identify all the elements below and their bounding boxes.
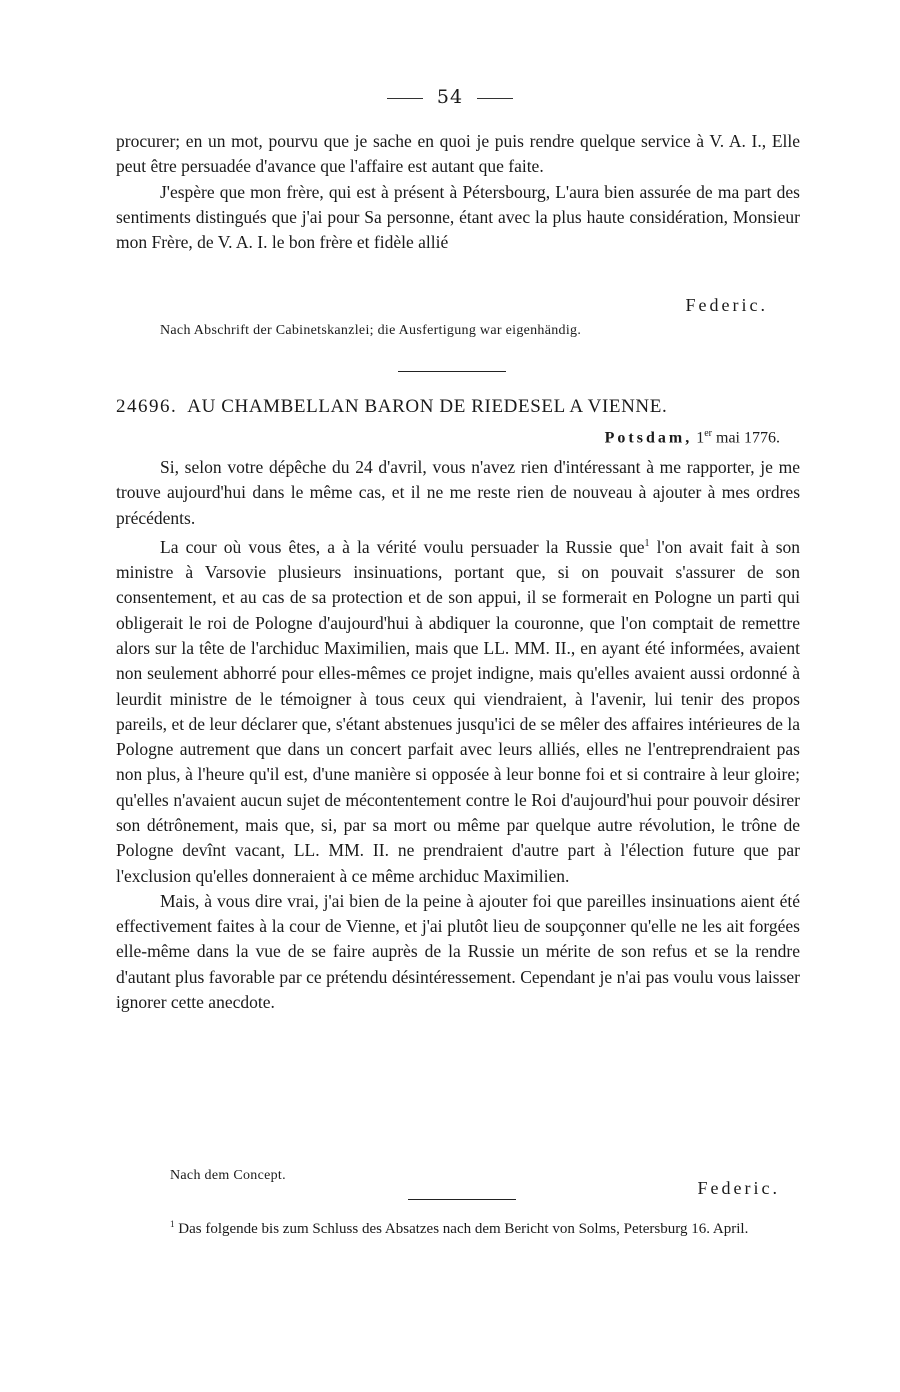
- letter-date-rest: mai 1776.: [716, 429, 780, 447]
- letter-title: AU CHAMBELLAN BARON DE RIEDESEL A VIENNE.: [187, 396, 668, 417]
- letter-paragraph-1: Si, selon votre dépêche du 24 d'avril, vous n'avez rien d'intéressant à me rapporter, je me trouve aujourd'hui dans le même cas, et il ne me reste rien de nouveau à ajouter à mes ordres précédents.: [116, 457, 800, 528]
- letter-paragraph-2-start: La cour où vous êtes, a à la vérité voulu persuader la Russie que: [160, 536, 645, 557]
- footnote-paragraph: [124, 1214, 804, 1239]
- page-number-dash-right: [477, 98, 513, 99]
- letter-signature: Federic.: [697, 1178, 780, 1198]
- footnote-text: Das folgende bis zum Schluss des Absatzes nach dem Bericht von Solms, Petersburg 16. April.: [174, 1221, 749, 1237]
- letter-paragraph-3: Mais, à vous dire vrai, j'ai bien de la peine à ajouter foi que pareilles insinuations aient été effectivement faites à la cour de Vienne, et j'ai plutôt lieu de soupçonner qu'elle ne les ait forgées elle-même dans la vue de se faire auprès de la Russie un mérite de son refus et se la rendre d'autant plus favorable par ce prétendu désintéressement. Cependant je n'ai pas voulu vous laisser ignorer cette anecdote.: [116, 890, 800, 1013]
- previous-letter-paragraph-1: procurer; en un mot, pourvu que je sache en quoi je puis rendre quelque service à V. A. I., Elle peut être persuadée d'avance que l'affaire est autant que faite.: [116, 131, 800, 177]
- previous-letter-signature: Federic.: [685, 295, 768, 315]
- previous-letter-body: [116, 129, 800, 255]
- letter-source-note: Nach dem Concept.: [170, 1168, 286, 1183]
- letter-heading: [116, 396, 800, 418]
- page-number-text: 54: [436, 86, 464, 108]
- letter-date-ordinal: er: [704, 428, 712, 439]
- letter-paragraph-2-rest: l'on avait fait à son ministre à Varsovie plusieurs insinuations, portant que, si on pouvait s'assurer de son consentement, et au cas de sa protection et de son appui, il se formerait en Pologne un parti qui obligerait le roi de Pologne d'aujourd'hui à abdiquer la couronne, que l'on comptait de remettre alors sur la tête de l'archiduc Maximilien, mais que LL. MM. II., en ayant été informées, avaient non seulement abhorré pour elles-mêmes ce projet indigne, mais qu'elles avaient aussi ordonné à leurdit ministre de le témoigner à tous ceux qui viendraient, à l'avenir, lui tenir des propos pareils, et de leur déclarer que, s'étant abstenues jusqu'ici de se mêler des affaires intérieures de la Pologne autrement que dans un concert parfait avec leurs alliés, elles ne l'entreprendraient pas non plus, à l'heure qu'il est, d'une manière si opposée à leur bonne foi et si contraire à leur gloire; qu'elles n'avaient aucun sujet de mécontentement contre le Roi d'aujourd'hui pour pouvoir désirer son détrônement, mais que, si, par sa mort ou même par quelque autre révolution, le trône de Pologne devînt vacant, LL. MM. II. ne prendraient d'autre part à l'élection future que par l'exclusion qu'elles donneraient à ce même archiduc Maximilien.: [116, 536, 801, 886]
- letter-body: [116, 455, 800, 1015]
- previous-letter-paragraph-2: J'espère que mon frère, qui est à présent à Pétersbourg, L'aura bien assurée de ma part des sentiments distingués que j'ai pour Sa personne, étant avec la plus haute considération, Monsieur mon Frère, de V. A. I. le bon frère et fidèle allié: [116, 181, 800, 253]
- page-number-dash-left: [387, 98, 423, 99]
- previous-letter-source-note: Nach Abschrift der Cabinetskanzlei; die Ausfertigung war eigenhändig.: [160, 323, 582, 338]
- letter-place: Potsdam,: [604, 429, 693, 447]
- letter-date-day: 1: [696, 429, 705, 447]
- footnote-marker: 1: [170, 1219, 175, 1229]
- letter-dateline: [605, 428, 780, 447]
- footnote-reference[interactable]: 1: [644, 537, 650, 549]
- footnote-divider: [408, 1199, 516, 1200]
- letter-number: 24696.: [116, 396, 178, 417]
- page-number: [0, 86, 900, 108]
- section-divider: [398, 371, 506, 372]
- footnote: [124, 1214, 804, 1239]
- letter-paragraph-2: [116, 531, 800, 889]
